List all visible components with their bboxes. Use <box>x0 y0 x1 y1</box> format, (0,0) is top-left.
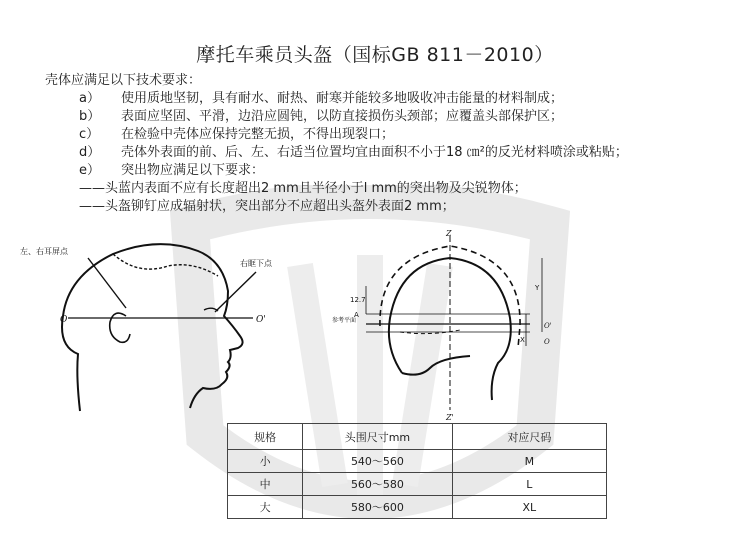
table-row <box>228 473 607 496</box>
cell-spec: 中 <box>228 473 303 496</box>
projection-rule-2: ——头盔铆钉应成辐射状，突出部分不应超出头盔外表面2 mm； <box>79 199 455 214</box>
label-127: 12.7 <box>350 296 366 304</box>
shell-item-text: 在检验中壳体应保持完整无损，不得出现裂口； <box>121 127 395 142</box>
axis-o-right: O' <box>256 315 266 325</box>
table-row <box>228 450 607 473</box>
cell-circumference: 540～560 <box>303 450 452 473</box>
shell-item-c <box>45 126 628 144</box>
shell-item-key: e） <box>79 163 100 178</box>
header-circumference: 头围尺寸mm <box>303 424 452 450</box>
helmet-outer-dashed <box>380 246 520 348</box>
helmet-section-figure <box>330 228 560 428</box>
label-z-top: Z <box>446 229 452 238</box>
header-size: 对应尺码 <box>452 424 606 450</box>
label-reference-plane: 参考平面 <box>332 317 357 324</box>
table-row <box>228 496 607 519</box>
head-profile-figure <box>18 236 318 426</box>
cell-size: L <box>452 473 606 496</box>
shell-item-text: 表面应坚固、平滑，边沿应圆钝，以防直接损伤头颈部；应覆盖头部保护区； <box>121 109 564 124</box>
shell-item-key: c） <box>79 127 100 142</box>
label-y: Y <box>535 284 540 292</box>
head-outline <box>62 244 243 411</box>
axis-o-left: O <box>60 315 68 325</box>
hairline <box>113 254 218 276</box>
label-o: O <box>544 338 550 346</box>
shell-item-text: 突出物应满足以下要求： <box>121 163 265 178</box>
label-a: A <box>354 311 359 319</box>
requirements-block <box>45 72 628 216</box>
table-header-row <box>228 424 607 450</box>
shell-item-a <box>45 90 628 108</box>
shell-item-key: b） <box>79 109 101 124</box>
shell-item-text: 使用质地坚韧，具有耐水、耐热、耐寒并能较多地吸收冲击能量的材料制成； <box>121 91 564 106</box>
pointer-right <box>215 272 256 312</box>
shell-item-e <box>45 162 628 180</box>
cell-circumference: 560～580 <box>303 473 452 496</box>
shell-item-d <box>45 144 628 162</box>
shell-item-text: 壳体外表面的前、后、左、右适当位置均宜由面积不小于18 ㎝²的反光材料喷涂或粘贴； <box>121 145 628 160</box>
size-table <box>227 423 607 519</box>
cell-size: XL <box>452 496 606 519</box>
shell-intro: 壳体应满足以下技术要求： <box>45 73 202 88</box>
label-x: X <box>520 336 525 344</box>
shell-item-b <box>45 108 628 126</box>
cell-spec: 大 <box>228 496 303 519</box>
cell-circumference: 580～600 <box>303 496 452 519</box>
label-orbit-point: 右眶下点 <box>240 259 272 268</box>
page-title: 摩托车乘员头盔（国标GB 811－2010） <box>196 44 554 66</box>
header-spec: 规格 <box>228 424 303 450</box>
cell-size: M <box>452 450 606 473</box>
shell-item-key: d） <box>79 145 101 160</box>
pointer-left <box>88 258 126 308</box>
cell-spec: 小 <box>228 450 303 473</box>
label-ear-points: 左、右耳屏点 <box>20 247 68 256</box>
projection-rule-1: ——头蓝内表面不应有长度超出2 mm且半径小于l mm的突出物及尖锐物体； <box>79 181 527 196</box>
shell-item-key: a） <box>79 91 100 106</box>
label-z-bottom: Z' <box>446 413 454 422</box>
label-o-prime: O' <box>544 322 552 330</box>
